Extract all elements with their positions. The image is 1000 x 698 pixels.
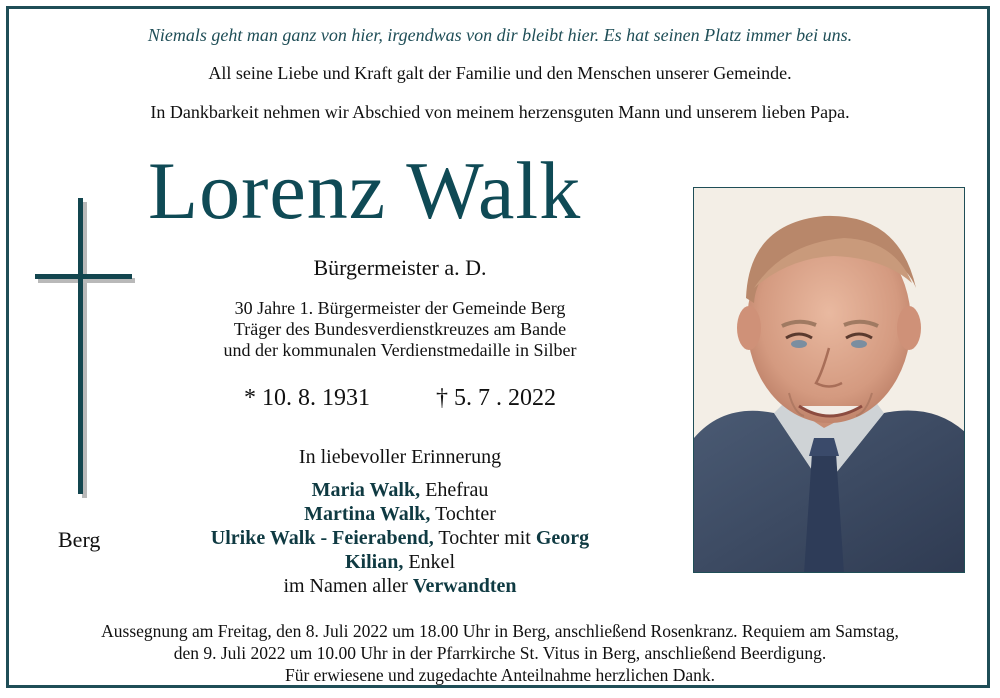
place-label: Berg xyxy=(58,527,101,552)
mourner-role: Enkel xyxy=(403,551,455,573)
deceased-title: Bürgermeister a. D. xyxy=(313,255,487,280)
thanks-line: Für erwiesene und zugedachte Anteilnahme herzlichen Dank. xyxy=(284,665,716,685)
mourner-role: Tochter xyxy=(430,503,496,525)
mourner-line xyxy=(175,574,625,598)
mourner-name: Maria Walk, xyxy=(311,479,421,501)
mourner-name: Kilian, xyxy=(344,551,404,573)
mourner-name: Ulrike Walk - Feierabend, xyxy=(210,527,434,549)
honors-block xyxy=(175,298,625,361)
mourner-line xyxy=(175,502,625,526)
mourner-line xyxy=(175,526,625,550)
relatives-label: Verwandten xyxy=(412,575,517,597)
memory-line: In liebevoller Erinnerung xyxy=(298,446,502,468)
honor-line: Träger des Bundesverdienstkreuzes am Bande xyxy=(233,319,567,339)
mourner-role: Tochter mit xyxy=(433,527,536,549)
service-line: Aussegnung am Freitag, den 8. Juli 2022 um 18.00 Uhr in Berg, anschließend Rosenkranz. Requiem am Samstag, xyxy=(101,621,899,641)
relatives-prefix: im Namen aller xyxy=(283,575,413,597)
honor-line: 30 Jahre 1. Bürgermeister der Gemeinde Berg xyxy=(234,298,566,318)
portrait-photo xyxy=(693,187,965,573)
mourner-role: Ehefrau xyxy=(420,479,489,501)
life-dates xyxy=(175,385,625,412)
mourners-list xyxy=(175,478,625,598)
mourner-line xyxy=(175,550,625,574)
deceased-name: Lorenz Walk xyxy=(148,145,582,236)
cross-icon xyxy=(35,198,135,498)
intro-line: All seine Liebe und Kraft galt der Familie und den Menschen unserer Gemeinde. xyxy=(208,63,792,83)
honor-line: und der kommunalen Verdienstmedaille in Silber xyxy=(223,340,577,360)
service-line: den 9. Juli 2022 um 10.00 Uhr in der Pfarrkirche St. Vitus in Berg, anschließend Beerdigung. xyxy=(173,643,827,663)
mourner-partner: Georg xyxy=(535,527,590,549)
mourner-name: Martina Walk, xyxy=(304,503,431,525)
farewell-line: In Dankbarkeit nehmen wir Abschied von meinem herzensguten Mann und unserem lieben Papa. xyxy=(150,102,850,122)
death-date: † 5. 7 . 2022 xyxy=(436,385,556,411)
motto-line: Niemals geht man ganz von hier, irgendwas von dir bleibt hier. Es hat seinen Platz immer bei uns. xyxy=(147,25,853,45)
birth-date: * 10. 8. 1931 xyxy=(244,385,370,411)
service-info xyxy=(0,620,1000,686)
mourner-line xyxy=(175,478,625,502)
